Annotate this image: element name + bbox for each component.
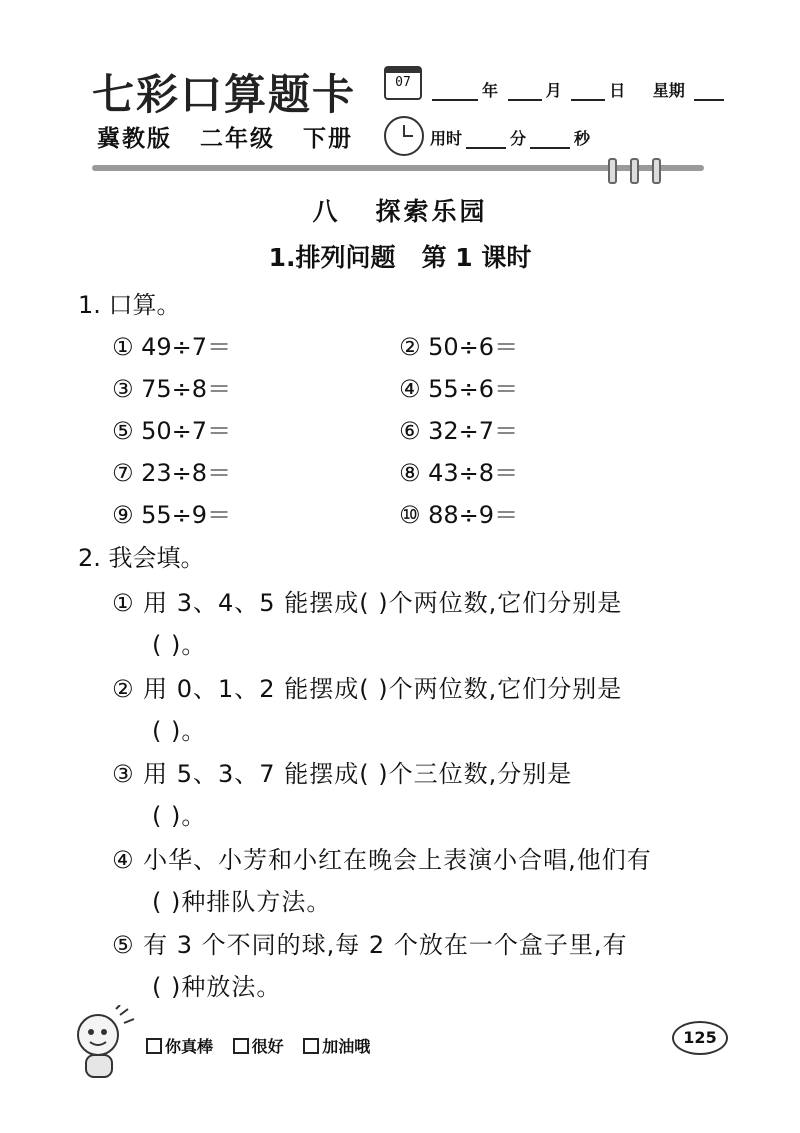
- mascot-icon: [68, 1005, 140, 1085]
- edition-grade: 二年级: [200, 126, 276, 152]
- month-blank[interactable]: [508, 81, 542, 101]
- problem-7: ⑦ 23÷8＝: [112, 459, 232, 487]
- edition-publisher: 冀教版: [97, 126, 172, 152]
- date-fill-row: 年 月 日 星期: [428, 78, 728, 101]
- problem-2: ② 50÷6＝: [399, 333, 519, 361]
- year-blank[interactable]: [432, 81, 478, 101]
- self-rating: [146, 1034, 384, 1057]
- rating-option-keep-going[interactable]: 加油哦: [303, 1037, 370, 1056]
- seconds-blank[interactable]: [530, 129, 570, 149]
- problem-9: ⑨ 55÷9＝: [112, 501, 232, 529]
- section-1-label: 1. 口算。: [78, 291, 181, 319]
- problem-3: ③ 75÷8＝: [112, 375, 232, 403]
- fill-question-5-answer: ( )种放法。: [152, 973, 282, 1001]
- weekday-blank[interactable]: [694, 81, 724, 101]
- problem-1: ① 49÷7＝: [112, 333, 232, 361]
- fill-question-1-answer: ( )。: [152, 631, 207, 659]
- edition-volume: 下册: [303, 126, 354, 152]
- edition-info: [97, 120, 371, 153]
- fill-question-4-answer: ( )种排队方法。: [152, 888, 332, 916]
- problem-5: ⑤ 50÷7＝: [112, 417, 232, 445]
- problem-4: ④ 55÷6＝: [399, 375, 519, 403]
- section-2-label: 2. 我会填。: [78, 544, 205, 572]
- fill-question-2-answer: ( )。: [152, 717, 207, 745]
- fill-question-4: ④ 小华、小芳和小红在晚会上表演小合唱,他们有: [112, 846, 652, 874]
- brand-title: 七彩口算题卡: [92, 70, 357, 119]
- time-fill-row: 用时 分 秒: [430, 129, 591, 148]
- clock-icon: [384, 116, 424, 156]
- page-number: 125: [672, 1021, 728, 1055]
- calendar-icon: 07: [384, 66, 422, 100]
- day-blank[interactable]: [571, 81, 605, 101]
- fill-question-2: ② 用 0、1、2 能摆成( )个两位数,它们分别是: [112, 675, 623, 703]
- fill-question-1: ① 用 3、4、5 能摆成( )个两位数,它们分别是: [112, 589, 623, 617]
- minutes-blank[interactable]: [466, 129, 506, 149]
- problem-8: ⑧ 43÷8＝: [399, 459, 519, 487]
- fill-question-5: ⑤ 有 3 个不同的球,每 2 个放在一个盒子里,有: [112, 931, 628, 959]
- binder-rings-icon: [608, 156, 668, 182]
- fill-question-3: ③ 用 5、3、7 能摆成( )个三位数,分别是: [112, 760, 573, 788]
- problem-10: ⑩ 88÷9＝: [399, 501, 519, 529]
- lesson-title: 1.排列问题 第 1 课时: [268, 243, 532, 272]
- fill-question-3-answer: ( )。: [152, 802, 207, 830]
- rating-option-great[interactable]: 你真棒: [146, 1037, 213, 1056]
- problem-6: ⑥ 32÷7＝: [399, 417, 519, 445]
- unit-title: 八 探索乐园: [312, 197, 488, 226]
- rating-option-good[interactable]: 很好: [233, 1037, 284, 1056]
